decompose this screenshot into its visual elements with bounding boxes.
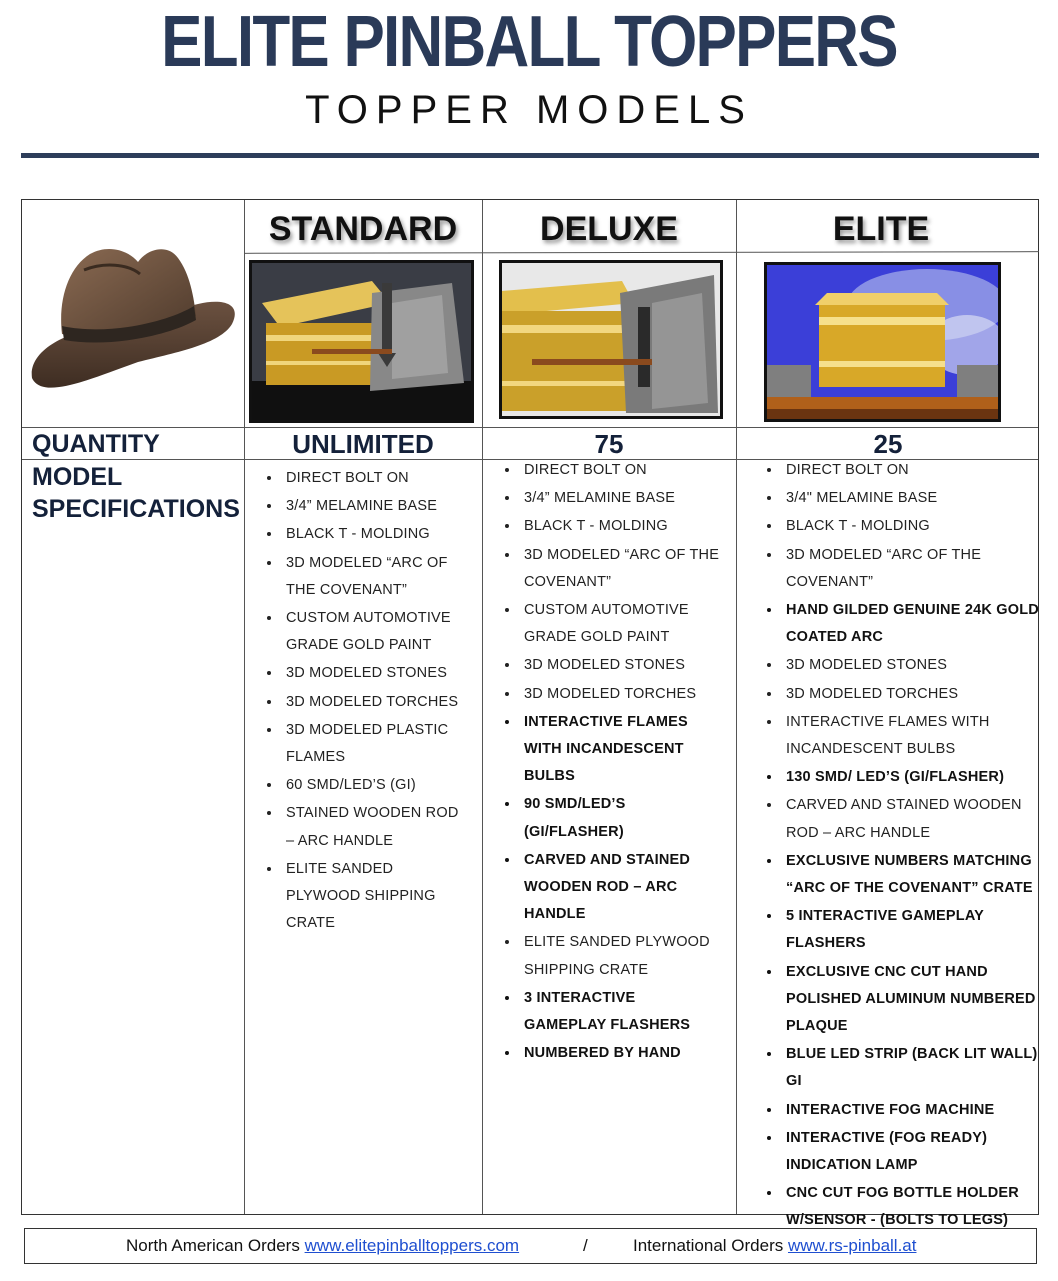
deluxe-topper-photo	[499, 260, 723, 419]
footer-separator: /	[583, 1236, 588, 1255]
spec-item: • 90 SMD/LED’S (GI/FLASHER)	[520, 791, 720, 845]
spec-item: • 3D MODELED “ARC OF THE COVENANT”	[520, 542, 720, 596]
spec-item: • 3D MODELED STONES	[520, 652, 720, 679]
spec-item: • 3D MODELED TORCHES	[782, 681, 1044, 708]
specs-label-line2: SPECIFICATIONS	[32, 495, 240, 523]
quantity-standard: UNLIMITED	[292, 429, 434, 459]
header-divider	[21, 153, 1039, 158]
spec-item: • 3/4” MELAMINE BASE	[282, 493, 462, 520]
elite-topper-photo	[764, 262, 1001, 422]
spec-item: • CARVED AND STAINED WOODEN ROD – ARC HANDLE	[782, 792, 1044, 846]
spec-item: • 3/4” MELAMINE BASE	[520, 485, 720, 512]
table-divider	[244, 200, 245, 1214]
standard-spec-list	[254, 465, 462, 938]
table-divider	[736, 200, 737, 1214]
na-orders-link[interactable]: www.elitepinballtoppers.com	[304, 1236, 520, 1255]
order-links-footer	[24, 1228, 1037, 1264]
spec-item: • BLACK T - MOLDING	[520, 513, 720, 540]
spec-item: • 130 SMD/ LED’S (GI/FLASHER)	[782, 764, 1044, 791]
spec-item: • 3 INTERACTIVE GAMEPLAY FLASHERS	[520, 985, 720, 1039]
spec-item: • DIRECT BOLT ON	[782, 457, 1044, 484]
international-orders	[633, 1229, 916, 1263]
fedora-hat-image	[28, 240, 238, 400]
na-orders-label: North American Orders	[126, 1236, 300, 1255]
quantity-label: QUANTITY	[32, 430, 160, 458]
spec-item: • 3D MODELED STONES	[282, 660, 462, 687]
model-title-standard: STANDARD	[268, 210, 458, 248]
intl-orders-label: International Orders	[633, 1236, 784, 1255]
elite-spec-list	[754, 457, 1044, 1236]
spec-item: • 3D MODELED TORCHES	[282, 689, 462, 716]
spec-item: • NUMBERED BY HAND	[520, 1040, 720, 1067]
spec-item: • DIRECT BOLT ON	[282, 465, 462, 492]
spec-item: • STAINED WOODEN ROD – ARC HANDLE	[282, 800, 462, 854]
spec-item: • EXCLUSIVE NUMBERS MATCHING “ARC OF THE COVENANT” CRATE	[782, 848, 1044, 902]
spec-item: • ELITE SANDED PLYWOOD SHIPPING CRATE	[520, 929, 720, 983]
intl-orders-link[interactable]: www.rs-pinball.at	[787, 1236, 917, 1255]
specs-label-line1: MODEL	[32, 463, 123, 491]
models-comparison-table	[21, 199, 1039, 1229]
spec-item: • HAND GILDED GENUINE 24K GOLD COATED ARC	[782, 597, 1044, 651]
quantity-deluxe: 75	[594, 429, 624, 459]
spec-item: • INTERACTIVE FOG MACHINE	[782, 1097, 1044, 1124]
spec-item: • 3D MODELED “ARC OF THE COVENANT”	[282, 550, 462, 604]
standard-topper-photo	[249, 260, 474, 423]
spec-item: • INTERACTIVE (FOG READY) INDICATION LAMP	[782, 1125, 1044, 1179]
spec-item: • INTERACTIVE FLAMES WITH INCANDESCENT BULBS	[782, 709, 1044, 763]
spec-item: • DIRECT BOLT ON	[520, 457, 720, 484]
spec-item: • CUSTOM AUTOMOTIVE GRADE GOLD PAINT	[520, 597, 720, 651]
spec-item: • 3/4" MELAMINE BASE	[782, 485, 1044, 512]
quantity-elite: 25	[873, 429, 903, 459]
spec-item: • ELITE SANDED PLYWOOD SHIPPING CRATE	[282, 856, 462, 938]
page-subtitle: TOPPER MODELS	[305, 88, 753, 132]
spec-item: • 3D MODELED “ARC OF THE COVENANT”	[782, 542, 1044, 596]
spec-item: • 3D MODELED STONES	[782, 652, 1044, 679]
spec-item: • EXCLUSIVE CNC CUT HAND POLISHED ALUMINUM NUMBERED PLAQUE	[782, 959, 1044, 1041]
spec-item: • 3D MODELED TORCHES	[520, 681, 720, 708]
deluxe-spec-list	[492, 457, 720, 1068]
spec-item: • BLUE LED STRIP (BACK LIT WALL) GI	[782, 1041, 1044, 1095]
table-divider	[482, 200, 483, 1214]
spec-item: • 60 SMD/LED’S (GI)	[282, 772, 462, 799]
north-america-orders	[126, 1229, 519, 1263]
spec-item: • 5 INTERACTIVE GAMEPLAY FLASHERS	[782, 903, 1044, 957]
spec-item: • CUSTOM AUTOMOTIVE GRADE GOLD PAINT	[282, 605, 462, 659]
model-title-elite: ELITE	[832, 210, 930, 248]
model-title-deluxe: DELUXE	[540, 210, 678, 248]
spec-item: • CNC CUT FOG BOTTLE HOLDER W/SENSOR - (BOLTS TO LEGS)	[782, 1180, 1044, 1234]
spec-item: • CARVED AND STAINED WOODEN ROD – ARC HANDLE	[520, 847, 720, 929]
spec-item: • BLACK T - MOLDING	[282, 521, 462, 548]
spec-item: • 3D MODELED PLASTIC FLAMES	[282, 717, 462, 771]
brand-title: ELITE PINBALL TOPPERS	[161, 2, 897, 82]
spec-item: • INTERACTIVE FLAMES WITH INCANDESCENT BULBS	[520, 709, 720, 791]
spec-item: • BLACK T - MOLDING	[782, 513, 1044, 540]
table-divider	[244, 251, 1039, 254]
